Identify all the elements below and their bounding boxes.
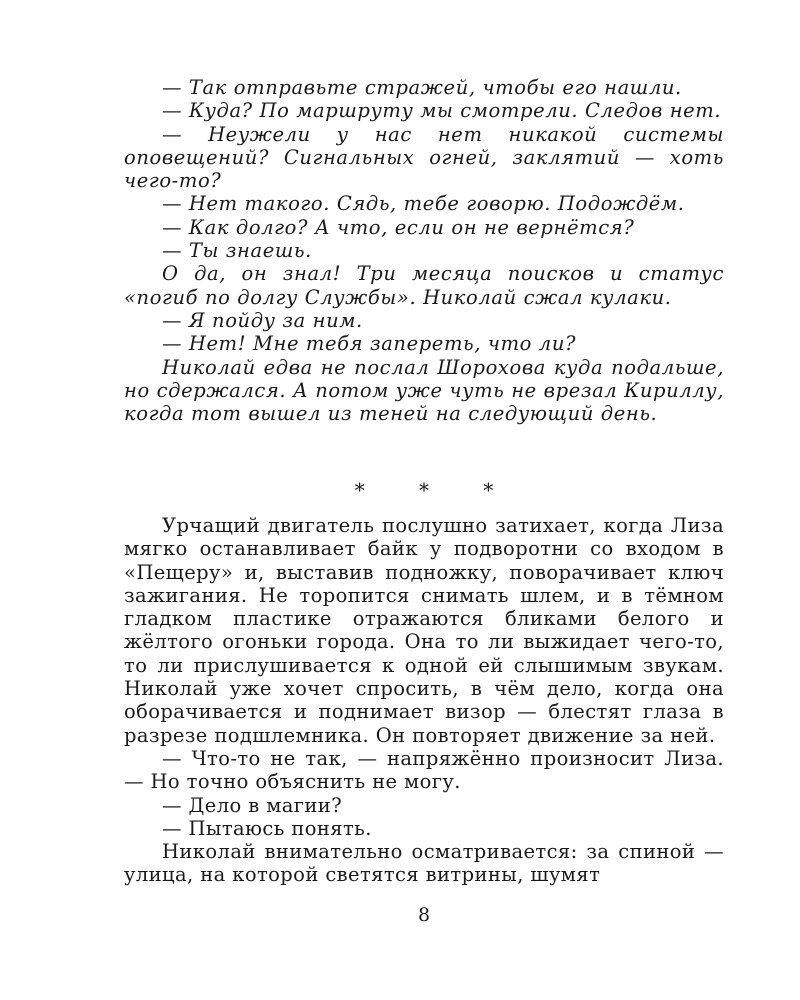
italic-paragraph: — Нет такого. Сядь, тебе говорю. Подождём. [162, 192, 685, 216]
italic-paragraph: — Как долго? А что, если он не вернётся? [162, 215, 635, 239]
roman-narrative-block [124, 514, 724, 887]
italic-paragraph: — Я пойду за ним. [162, 308, 363, 332]
italic-paragraph: — Куда? По маршруту мы смотрели. Следов нет. [162, 99, 722, 123]
roman-paragraph: — Что-то не так, — напряжённо произносит Лиза. — Но точно объяснить не могу. [124, 746, 724, 794]
roman-paragraph: — Дело в магии? [162, 793, 343, 817]
italic-paragraph: — Ты знаешь. [162, 239, 312, 263]
roman-paragraph: Николай внимательно осматривается: за спиной — улица, на которой светятся витрины, шумят [124, 840, 724, 887]
italic-paragraph: — Так отправьте стражей, чтобы его нашли. [162, 76, 682, 99]
roman-paragraph: Урчащий двигатель послушно затихает, когда Лиза мягко останавливает байк у подворотни со входом в «Пещеру» и, выставив подножку, поворачивает ключ зажигания. Не торопится снимать шлем, и в тёмном гладком пластике отражаются бликами белого и жёлтого огоньки города. Она то ли выжидает чего-то, то ли прислушивается к одной ей слышимым звукам. Николай уже хочет спросить, в чём дело, когда она оборачивается и поднимает визор — блестят глаза в разрезе подшлемника. Он повторяет движение за ней. [124, 514, 724, 747]
page-number: 8 [417, 904, 431, 926]
section-separator: * * * [354, 478, 518, 502]
italic-paragraph: — Неужели у нас нет никакой системы оповещений? Сигнальных огней, заклятий — хоть чего-то? [124, 122, 724, 193]
italic-paragraph: Николай едва не послал Шорохова куда подальше, но сдержался. А потом уже чуть не врезал Кириллу, когда тот вышел из теней на следующий день. [124, 355, 724, 426]
italic-dialogue-block [124, 76, 724, 425]
italic-paragraph: — Нет! Мне тебя запереть, что ли? [162, 332, 577, 356]
italic-paragraph: О да, он знал! Три месяца поисков и статус «погиб по долгу Службы». Николай сжал кулаки. [124, 262, 724, 309]
roman-paragraph: — Пытаюсь понять. [162, 816, 372, 840]
